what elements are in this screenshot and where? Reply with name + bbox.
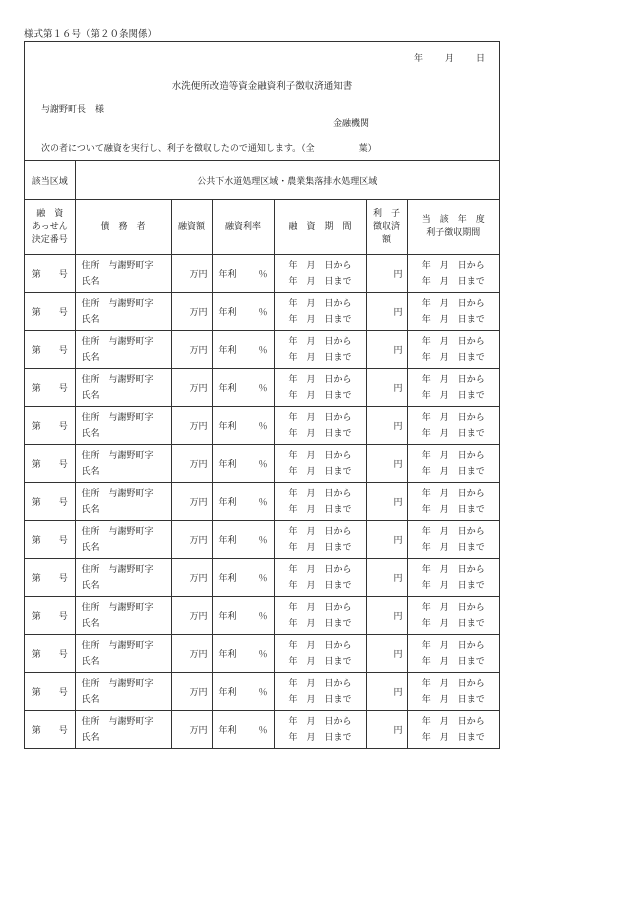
loan-table bbox=[25, 161, 499, 748]
table-row bbox=[25, 559, 499, 597]
rate-cell[interactable]: 年利 ％ bbox=[212, 559, 274, 597]
loan-period-cell[interactable]: 年 月 日から 年 月 日まで bbox=[274, 407, 366, 445]
collection-period-cell[interactable]: 年 月 日から 年 月 日まで bbox=[407, 597, 499, 635]
bank-label: 金融機関 bbox=[333, 119, 370, 129]
loan-number-cell[interactable]: 第 号 bbox=[25, 559, 75, 597]
amount-cell[interactable]: 万円 bbox=[171, 331, 212, 369]
table-row bbox=[25, 521, 499, 559]
loan-number-cell[interactable]: 第 号 bbox=[25, 521, 75, 559]
collection-period-cell[interactable]: 年 月 日から 年 月 日まで bbox=[407, 445, 499, 483]
loan-period-cell[interactable]: 年 月 日から 年 月 日まで bbox=[274, 559, 366, 597]
table-row bbox=[25, 483, 499, 521]
amount-cell[interactable]: 万円 bbox=[171, 559, 212, 597]
loan-number-cell[interactable]: 第 号 bbox=[25, 331, 75, 369]
loan-number-cell[interactable]: 第 号 bbox=[25, 597, 75, 635]
loan-number-cell[interactable]: 第 号 bbox=[25, 673, 75, 711]
interest-cell[interactable]: 円 bbox=[366, 293, 407, 331]
debtor-name: 氏名 bbox=[81, 428, 100, 439]
header-loan-no: 融 資 あっせん 決定番号 bbox=[25, 200, 75, 255]
table-row bbox=[25, 635, 499, 673]
debtor-address: 住所 与謝野町字 bbox=[81, 412, 154, 423]
document-title: 水洗便所改造等資金融資利子徴収済通知書 bbox=[171, 81, 353, 92]
debtor-address: 住所 与謝野町字 bbox=[81, 602, 154, 613]
loan-period-cell[interactable]: 年 月 日から 年 月 日まで bbox=[274, 369, 366, 407]
loan-number-cell[interactable]: 第 号 bbox=[25, 407, 75, 445]
area-row bbox=[25, 161, 499, 200]
amount-cell[interactable]: 万円 bbox=[171, 483, 212, 521]
debtor-name: 氏名 bbox=[81, 580, 100, 591]
loan-number-cell[interactable]: 第 号 bbox=[25, 635, 75, 673]
amount-cell[interactable]: 万円 bbox=[171, 521, 212, 559]
rate-cell[interactable]: 年利 ％ bbox=[212, 331, 274, 369]
interest-cell[interactable]: 円 bbox=[366, 635, 407, 673]
debtor-name: 氏名 bbox=[81, 504, 100, 515]
interest-cell[interactable]: 円 bbox=[366, 597, 407, 635]
interest-cell[interactable]: 円 bbox=[366, 369, 407, 407]
table-row bbox=[25, 597, 499, 635]
rate-cell[interactable]: 年利 ％ bbox=[212, 521, 274, 559]
table-row bbox=[25, 445, 499, 483]
loan-period-cell[interactable]: 年 月 日から 年 月 日まで bbox=[274, 635, 366, 673]
loan-number-cell[interactable]: 第 号 bbox=[25, 255, 75, 293]
loan-period-cell[interactable]: 年 月 日から 年 月 日まで bbox=[274, 597, 366, 635]
header-rate: 融資利率 bbox=[212, 200, 274, 255]
addressee: 与謝野町長 様 bbox=[41, 105, 105, 115]
date-day: 日 bbox=[475, 54, 485, 64]
rate-cell[interactable]: 年利 ％ bbox=[212, 407, 274, 445]
area-label: 該当区域 bbox=[25, 161, 75, 200]
debtor-name: 氏名 bbox=[81, 542, 100, 553]
debtor-name: 氏名 bbox=[81, 732, 100, 743]
header-collection-period: 当 該 年 度 利子徴収期間 bbox=[407, 200, 499, 255]
debtor-address: 住所 与謝野町字 bbox=[81, 488, 154, 499]
rate-cell[interactable]: 年利 ％ bbox=[212, 597, 274, 635]
loan-period-cell[interactable]: 年 月 日から 年 月 日まで bbox=[274, 711, 366, 749]
collection-period-cell[interactable]: 年 月 日から 年 月 日まで bbox=[407, 369, 499, 407]
loan-period-cell[interactable]: 年 月 日から 年 月 日まで bbox=[274, 483, 366, 521]
loan-period-cell[interactable]: 年 月 日から 年 月 日まで bbox=[274, 673, 366, 711]
debtor-cell[interactable] bbox=[75, 483, 171, 521]
amount-cell[interactable]: 万円 bbox=[171, 445, 212, 483]
notice-text bbox=[41, 141, 377, 154]
rate-cell[interactable]: 年利 ％ bbox=[212, 293, 274, 331]
debtor-cell[interactable] bbox=[75, 559, 171, 597]
amount-cell[interactable]: 万円 bbox=[171, 407, 212, 445]
rate-cell[interactable]: 年利 ％ bbox=[212, 445, 274, 483]
table-row bbox=[25, 369, 499, 407]
loan-period-cell[interactable]: 年 月 日から 年 月 日まで bbox=[274, 445, 366, 483]
loan-number-cell[interactable]: 第 号 bbox=[25, 445, 75, 483]
date-line bbox=[408, 51, 485, 64]
rate-cell[interactable]: 年利 ％ bbox=[212, 255, 274, 293]
amount-cell[interactable]: 万円 bbox=[171, 711, 212, 749]
debtor-address: 住所 与謝野町字 bbox=[81, 336, 154, 347]
collection-period-cell[interactable]: 年 月 日から 年 月 日まで bbox=[407, 331, 499, 369]
interest-cell[interactable]: 円 bbox=[366, 521, 407, 559]
collection-period-cell[interactable]: 年 月 日から 年 月 日まで bbox=[407, 407, 499, 445]
interest-cell[interactable]: 円 bbox=[366, 255, 407, 293]
loan-period-cell[interactable]: 年 月 日から 年 月 日まで bbox=[274, 521, 366, 559]
debtor-cell[interactable] bbox=[75, 369, 171, 407]
collection-period-cell[interactable]: 年 月 日から 年 月 日まで bbox=[407, 635, 499, 673]
interest-cell[interactable]: 円 bbox=[366, 559, 407, 597]
debtor-cell[interactable] bbox=[75, 331, 171, 369]
rate-cell[interactable]: 年利 ％ bbox=[212, 483, 274, 521]
table-row bbox=[25, 331, 499, 369]
table-row bbox=[25, 293, 499, 331]
collection-period-cell[interactable]: 年 月 日から 年 月 日まで bbox=[407, 521, 499, 559]
loan-period-cell[interactable]: 年 月 日から 年 月 日まで bbox=[274, 293, 366, 331]
amount-cell[interactable]: 万円 bbox=[171, 597, 212, 635]
loan-period-cell[interactable]: 年 月 日から 年 月 日まで bbox=[274, 255, 366, 293]
form-number-label: 様式第１６号（第２０条関係） bbox=[24, 29, 158, 40]
collection-period-cell[interactable]: 年 月 日から 年 月 日まで bbox=[407, 673, 499, 711]
collection-period-cell[interactable]: 年 月 日から 年 月 日まで bbox=[407, 293, 499, 331]
debtor-address: 住所 与謝野町字 bbox=[81, 678, 154, 689]
loan-number-cell[interactable]: 第 号 bbox=[25, 711, 75, 749]
notification-form bbox=[24, 41, 500, 749]
debtor-name: 氏名 bbox=[81, 466, 100, 477]
rate-cell[interactable]: 年利 ％ bbox=[212, 369, 274, 407]
debtor-name: 氏名 bbox=[81, 276, 100, 287]
debtor-cell[interactable] bbox=[75, 597, 171, 635]
collection-period-cell[interactable]: 年 月 日から 年 月 日まで bbox=[407, 255, 499, 293]
loan-period-cell[interactable]: 年 月 日から 年 月 日まで bbox=[274, 331, 366, 369]
interest-cell[interactable]: 円 bbox=[366, 331, 407, 369]
debtor-name: 氏名 bbox=[81, 352, 100, 363]
date-month: 月 bbox=[444, 54, 454, 64]
table-row bbox=[25, 407, 499, 445]
notice-after: 葉） bbox=[358, 144, 377, 154]
date-year: 年 bbox=[413, 54, 423, 64]
debtor-address: 住所 与謝野町字 bbox=[81, 564, 154, 575]
header-period: 融 資 期 間 bbox=[274, 200, 366, 255]
amount-cell[interactable]: 万円 bbox=[171, 369, 212, 407]
debtor-address: 住所 与謝野町字 bbox=[81, 640, 154, 651]
debtor-address: 住所 与謝野町字 bbox=[81, 260, 154, 271]
table-header bbox=[25, 200, 499, 255]
debtor-name: 氏名 bbox=[81, 656, 100, 667]
debtor-cell[interactable] bbox=[75, 407, 171, 445]
interest-cell[interactable]: 円 bbox=[366, 483, 407, 521]
form-header bbox=[25, 42, 499, 161]
header-interest: 利 子 徴収済 額 bbox=[366, 200, 407, 255]
collection-period-cell[interactable]: 年 月 日から 年 月 日まで bbox=[407, 483, 499, 521]
table-row bbox=[25, 673, 499, 711]
debtor-cell[interactable] bbox=[75, 521, 171, 559]
amount-cell[interactable]: 万円 bbox=[171, 255, 212, 293]
debtor-address: 住所 与謝野町字 bbox=[81, 526, 154, 537]
header-amount: 融資額 bbox=[171, 200, 212, 255]
amount-cell[interactable]: 万円 bbox=[171, 635, 212, 673]
loan-number-cell[interactable]: 第 号 bbox=[25, 293, 75, 331]
amount-cell[interactable]: 万円 bbox=[171, 293, 212, 331]
loan-number-cell[interactable]: 第 号 bbox=[25, 369, 75, 407]
debtor-cell[interactable] bbox=[75, 255, 171, 293]
debtor-cell[interactable] bbox=[75, 445, 171, 483]
area-value: 公共下水道処理区域・農業集落排水処理区域 bbox=[75, 161, 499, 200]
debtor-cell[interactable] bbox=[75, 635, 171, 673]
debtor-name: 氏名 bbox=[81, 618, 100, 629]
debtor-address: 住所 与謝野町字 bbox=[81, 298, 154, 309]
interest-cell[interactable]: 円 bbox=[366, 407, 407, 445]
notice-before: 次の者について融資を実行し、利子を徴収したので通知します。（全 bbox=[41, 144, 315, 154]
interest-cell[interactable]: 円 bbox=[366, 445, 407, 483]
interest-cell[interactable]: 円 bbox=[366, 673, 407, 711]
debtor-cell[interactable] bbox=[75, 711, 171, 749]
debtor-name: 氏名 bbox=[81, 694, 100, 705]
debtor-cell[interactable] bbox=[75, 673, 171, 711]
collection-period-cell[interactable]: 年 月 日から 年 月 日まで bbox=[407, 711, 499, 749]
table-row bbox=[25, 711, 499, 749]
collection-period-cell[interactable]: 年 月 日から 年 月 日まで bbox=[407, 559, 499, 597]
rate-cell[interactable]: 年利 ％ bbox=[212, 673, 274, 711]
loan-number-cell[interactable]: 第 号 bbox=[25, 483, 75, 521]
rate-cell[interactable]: 年利 ％ bbox=[212, 711, 274, 749]
rate-cell[interactable]: 年利 ％ bbox=[212, 635, 274, 673]
header-debtor: 債 務 者 bbox=[75, 200, 171, 255]
debtor-name: 氏名 bbox=[81, 390, 100, 401]
debtor-address: 住所 与謝野町字 bbox=[81, 450, 154, 461]
debtor-address: 住所 与謝野町字 bbox=[81, 374, 154, 385]
debtor-address: 住所 与謝野町字 bbox=[81, 716, 154, 727]
debtor-cell[interactable] bbox=[75, 293, 171, 331]
interest-cell[interactable]: 円 bbox=[366, 711, 407, 749]
table-row bbox=[25, 255, 499, 293]
debtor-name: 氏名 bbox=[81, 314, 100, 325]
amount-cell[interactable]: 万円 bbox=[171, 673, 212, 711]
